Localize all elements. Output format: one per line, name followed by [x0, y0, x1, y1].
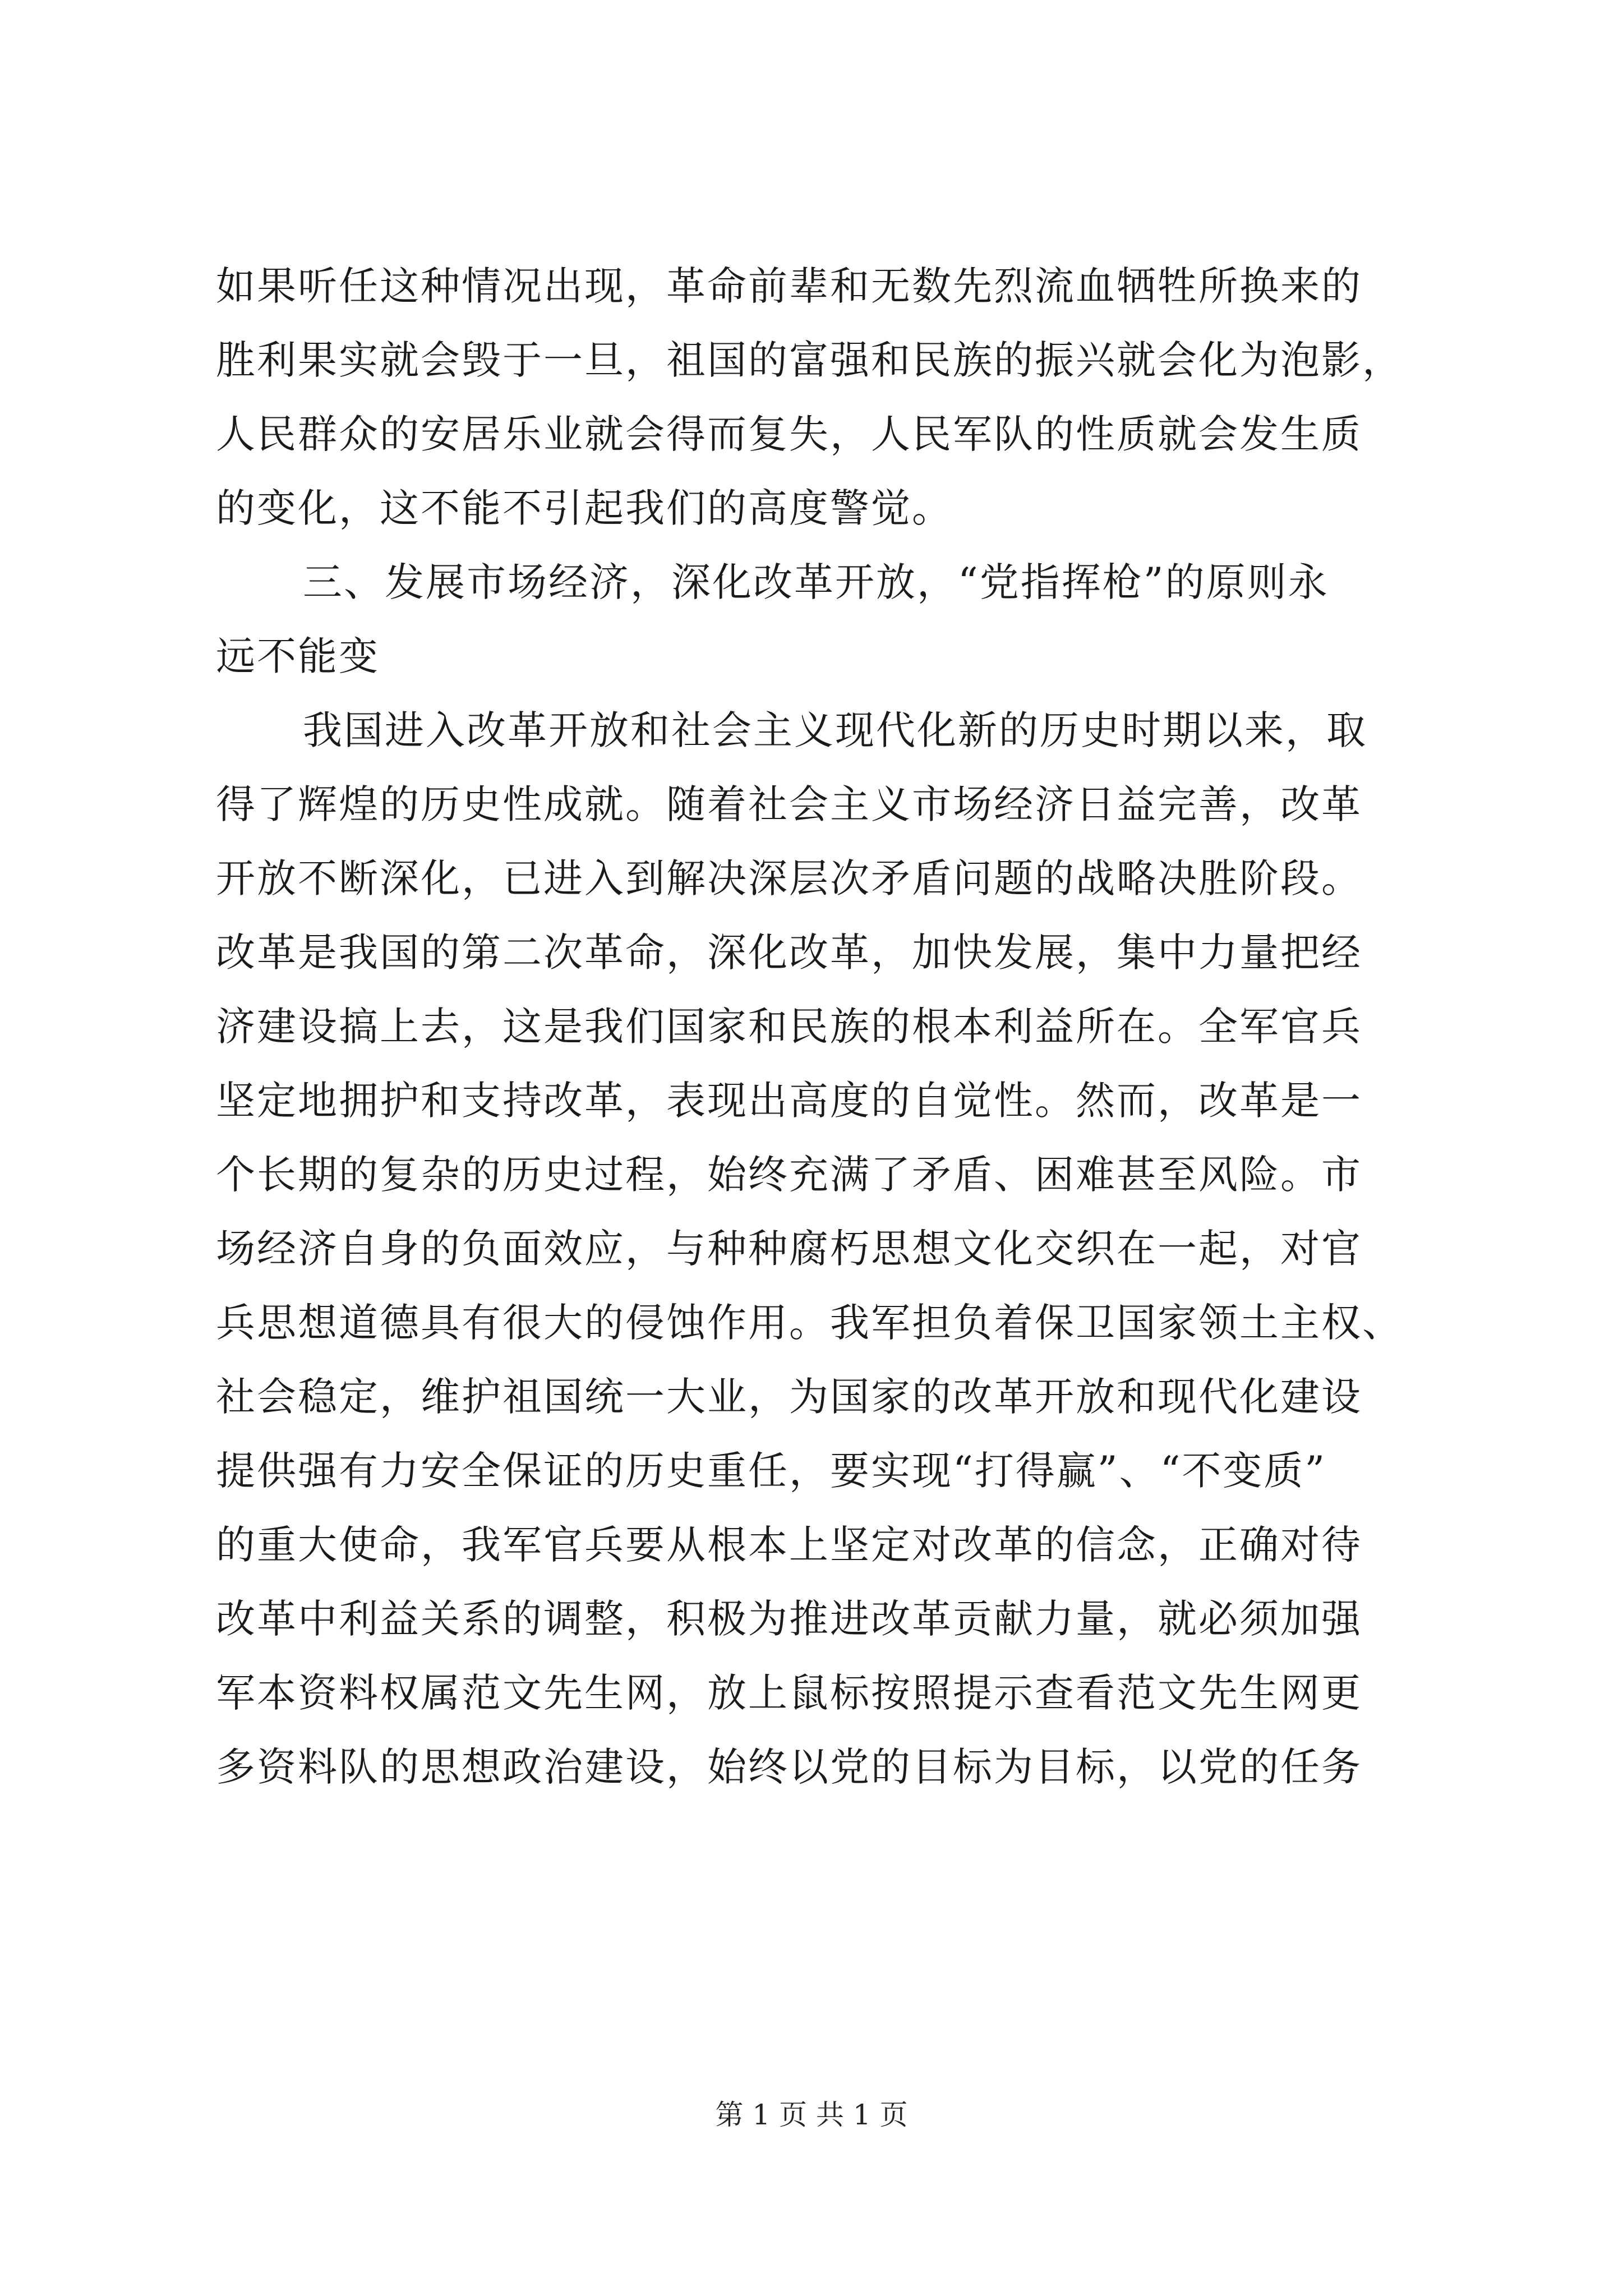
text-line: 我国进入改革开放和社会主义现代化新的历史时期以来，取 [303, 707, 1367, 753]
text-line: 场经济自身的负面效应，与种种腐朽思想文化交织在一起，对官 [216, 1226, 1362, 1272]
text-line: 提供强有力安全保证的历史重任，要实现“打得赢”、“不变质” [216, 1448, 1327, 1494]
text-line: 社会稳定，维护祖国统一大业，为国家的改革开放和现代化建设 [216, 1374, 1362, 1420]
text-line: 改革是我国的第二次革命，深化改革，加快发展，集中力量把经 [216, 930, 1362, 976]
text-line: 坚定地拥护和支持改革，表现出高度的自觉性。然而，改革是一 [216, 1078, 1362, 1124]
text-line: 济建设搞上去，这是我们国家和民族的根本利益所在。全军官兵 [216, 1004, 1362, 1050]
section-heading-line: 三、发展市场经济，深化改革开放，“党指挥枪”的原则永 [303, 559, 1329, 605]
text-line: 的重大使命，我军官兵要从根本上坚定对改革的信念，正确对待 [216, 1522, 1362, 1568]
text-line: 如果听任这种情况出现，革命前辈和无数先烈流血牺牲所换来的 [216, 263, 1362, 309]
text-line: 的变化，这不能不引起我们的高度警觉。 [216, 485, 953, 531]
section-heading-line: 远不能变 [216, 633, 380, 679]
text-line: 得了辉煌的历史性成就。随着社会主义市场经济日益完善，改革 [216, 781, 1362, 827]
text-line: 军本资料权属范文先生网，放上鼠标按照提示查看范文先生网更 [216, 1670, 1362, 1716]
page-footer: 第 1 页 共 1 页 [715, 2099, 908, 2131]
text-line: 兵思想道德具有很大的侵蚀作用。我军担负着保卫国家领土主权、 [216, 1300, 1403, 1346]
text-line: 人民群众的安居乐业就会得而复失，人民军队的性质就会发生质 [216, 411, 1362, 457]
text-line: 改革中利益关系的调整，积极为推进改革贡献力量，就必须加强 [216, 1596, 1362, 1642]
text-line: 多资料队的思想政治建设，始终以党的目标为目标，以党的任务 [216, 1744, 1362, 1790]
text-line: 开放不断深化，已进入到解决深层次矛盾问题的战略决胜阶段。 [216, 855, 1362, 901]
text-line: 个长期的复杂的历史过程，始终充满了矛盾、困难甚至风险。市 [216, 1152, 1362, 1198]
text-line: 胜利果实就会毁于一旦，祖国的富强和民族的振兴就会化为泡影， [216, 337, 1403, 383]
